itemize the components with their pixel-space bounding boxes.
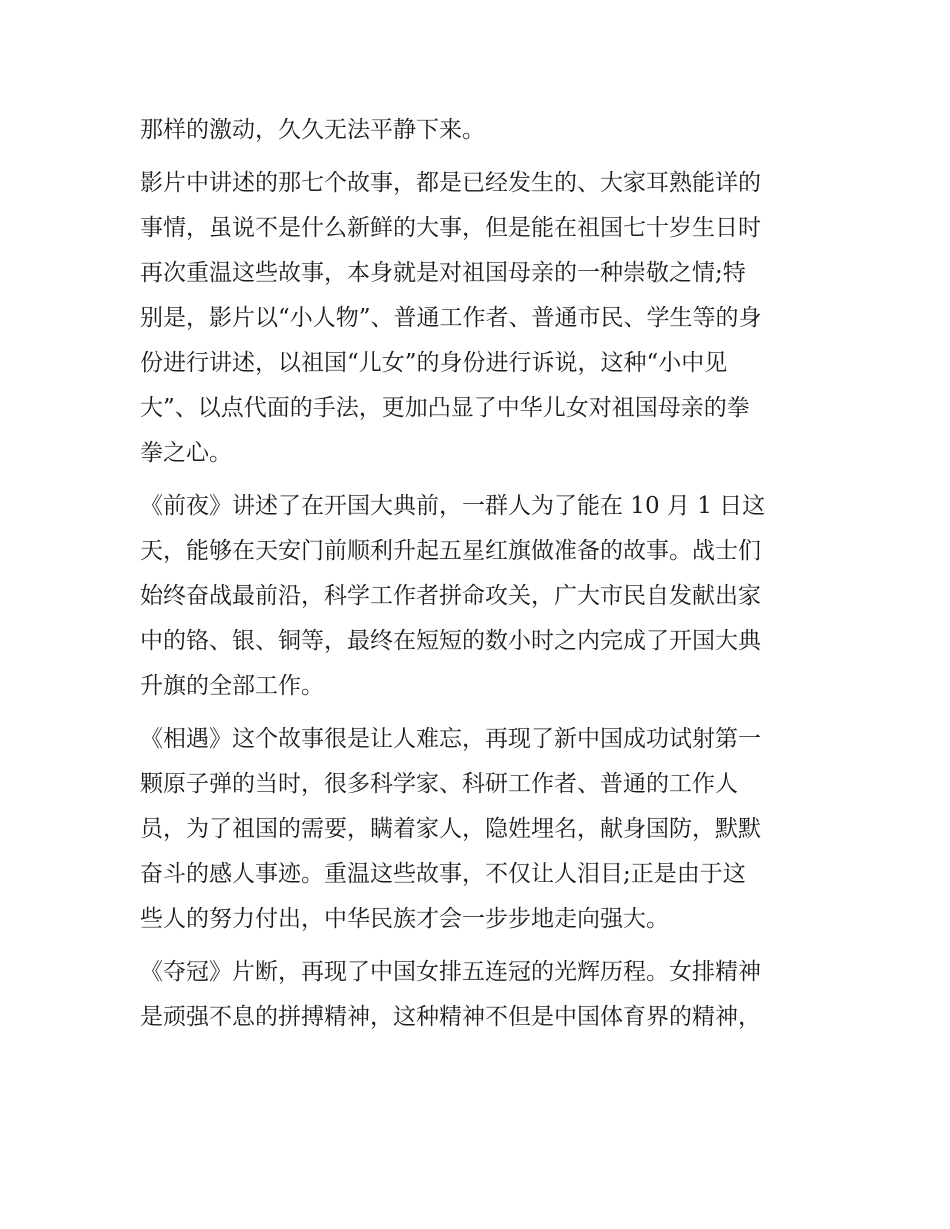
text-line: 份进行讲述，以祖国“儿女”的身份进行诉说，这种“小中见 xyxy=(140,350,728,376)
paragraph xyxy=(140,484,820,709)
document-body xyxy=(140,108,820,1040)
text-line: 影片中讲述的那七个故事，都是已经发生的、大家耳熟能详的 xyxy=(140,170,761,196)
text-line: 是顽强不息的拼搏精神，这种精神不但是中国体育界的精神， xyxy=(140,1004,761,1030)
text-line: 些人的努力付出，中华民族才会一步步地走向强大。 xyxy=(140,906,669,932)
text-line: 天，能够在天安门前顺利升起五星红旗做准备的故事。战士们 xyxy=(140,538,761,564)
text-line: 《前夜》讲述了在开国大典前，一群人为了能在 10 月 1 日这 xyxy=(140,493,766,519)
text-line: 升旗的全部工作。 xyxy=(140,673,324,699)
text-line: 再次重温这些故事，本身就是对祖国母亲的一种崇敬之情;特 xyxy=(140,260,746,286)
text-line: 那样的激动，久久无法平静下来。 xyxy=(140,117,485,143)
text-line: 拳之心。 xyxy=(140,440,232,466)
text-line: 《相遇》这个故事很是让人难忘，再现了新中国成功试射第一 xyxy=(140,726,761,752)
text-line: 事情，虽说不是什么新鲜的大事，但是能在祖国七十岁生日时 xyxy=(140,215,761,241)
text-line: 颗原子弹的当时，很多科学家、科研工作者、普通的工作人 xyxy=(140,771,738,797)
paragraph xyxy=(140,950,820,1040)
text-line: 始终奋战最前沿，科学工作者拼命攻关，广大市民自发献出家 xyxy=(140,583,761,609)
paragraph xyxy=(140,108,820,153)
paragraph xyxy=(140,161,820,476)
text-line: 员，为了祖国的需要，瞒着家人，隐姓埋名，献身国防，默默 xyxy=(140,816,761,842)
paragraph xyxy=(140,717,820,942)
text-line: 奋斗的感人事迹。重温这些故事，不仅让人泪目;正是由于这 xyxy=(140,861,746,887)
text-line: 中的铬、银、铜等，最终在短短的数小时之内完成了开国大典 xyxy=(140,628,761,654)
text-line: 别是，影片以“小人物”、普通工作者、普通市民、学生等的身 xyxy=(140,305,762,331)
text-line: 大”、以点代面的手法，更加凸显了中华儿女对祖国母亲的拳 xyxy=(140,395,750,421)
text-line: 《夺冠》片断，再现了中国女排五连冠的光辉历程。女排精神 xyxy=(140,959,761,985)
